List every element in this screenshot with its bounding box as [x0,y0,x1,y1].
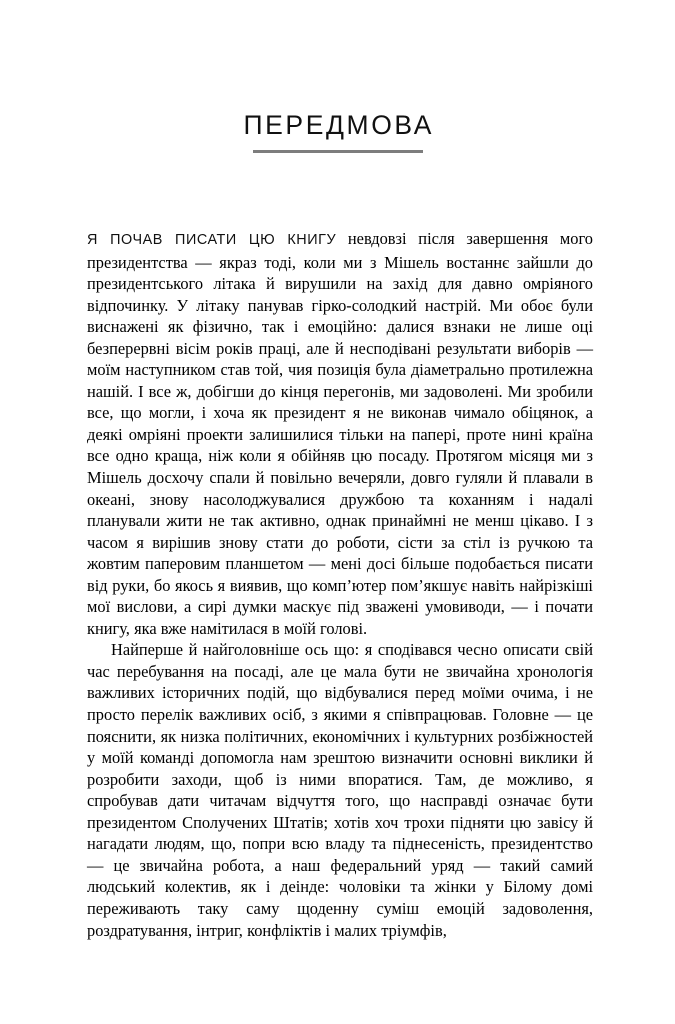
paragraph-1 [87,228,593,639]
paragraph-2-text: Найперше й найголовніше ось що: я сподівався чесно описати свій час перебування на посаді, але це мала бути не звичайна хронологія важливих історичних подій, що відбувалися перед моїми очима, і не просто перелік важливих осіб, з якими я співпрацював. Головне — це пояснити, як низка політичних, економічних і культурних розбіжностей у моїй команді допомогла нам зрештою визначити основні виклики й розробити заходи, щоб із ними впоратися. Там, де можливо, я спробував дати читачам відчуття того, що насправді означає бути президентом Сполучених Штатів; хотів хоч трохи підняти цю завісу й нагадати людям, що, попри всю владу та піднесеність, президентство — це звичайна робота, а наш федеральний уряд — такий самий людський колектив, як і деінде: чоловіки та жінки у Білому домі переживають таку саму щоденну суміш емоцій задоволення, роздратування, інтриг, конфліктів і малих тріумфів, [87,640,593,940]
title-divider-rule [253,150,423,153]
body-text-column [87,228,593,941]
paragraph-lead-in: Я ПОЧАВ ПИСАТИ ЦЮ КНИГУ [87,232,337,248]
paragraph-2 [87,639,593,941]
paragraph-1-text: невдовзі після завершення мого президентства — якраз тоді, коли ми з Мішель востаннє зайшли до президентського літака й вирушили на захід для давно омріяного відпочинку. У літаку панував гірко-солодкий настрій. Ми обоє були виснажені як фізично, так і емоційно: далися взнаки не лише оці безперервні вісім років праці, але й несподівані результати виборів — моїм наступником став той, чия позиція була діаметрально протилежна нашій. І все ж, добігши до кінця перегонів, ми задоволені. Ми зробили все, що могли, і хоча як президент я не виконав чимало обіцянок, а деякі омріяні проекти залишилися тільки на папері, проте нині країна все одно краща, ніж коли я обійняв цю посаду. Протягом місяця ми з Мішель досхочу спали й повільно вечеряли, довго гуляли й плавали в океані, знову насолоджувалися дружбою та коханням і надалі планували жити не так активно, однак принаймні не менш цікаво. І з часом я вирішив знову стати до роботи, сісти за стіл із ручкою та жовтим паперовим планшетом — мені досі більше подобається писати від руки, бо якось я виявив, що комп’ютер пом’якшує навіть найрізкіші мої вислови, а сирі думки маскує під зважені умовиводи, — і почати книгу, яка вже намітилася в моїй голові. [87,229,593,638]
chapter-heading [0,112,675,153]
page-title: ПЕРЕДМОВА [243,110,435,140]
